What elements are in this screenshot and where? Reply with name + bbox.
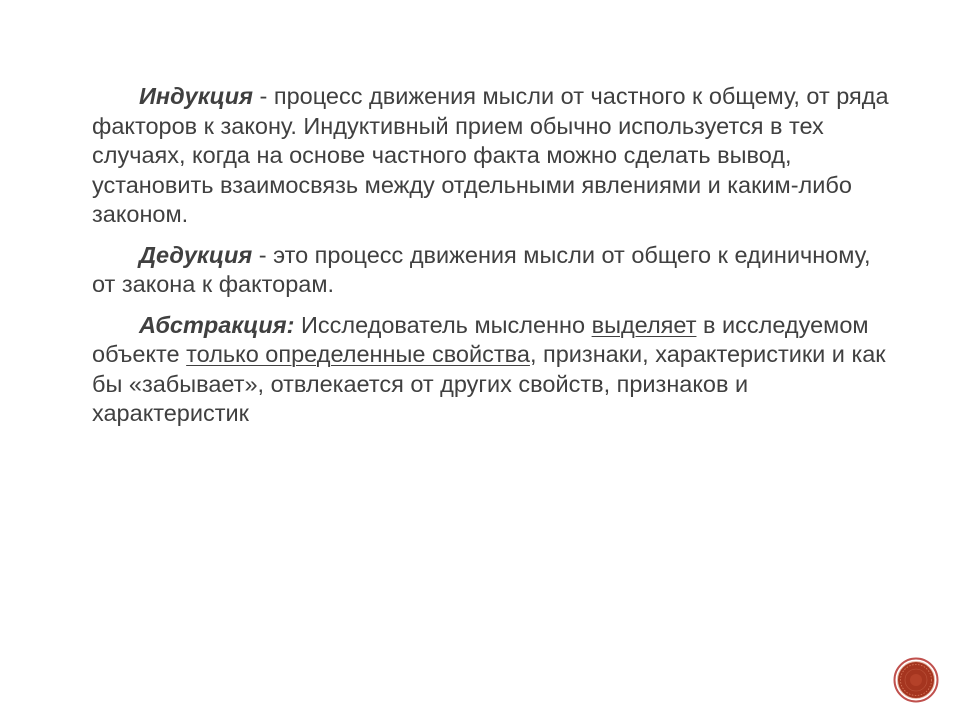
- definition-deduction: - это процесс движения мысли от общего к единичному, от закона к факторам.: [92, 241, 871, 297]
- term-induction: Индукция: [139, 83, 253, 109]
- underlined-selects: выделяет: [591, 311, 697, 338]
- paragraph-induction: [92, 82, 892, 230]
- paragraph-deduction: [92, 241, 892, 300]
- definition-abstraction-part-2: в исследуемом объекте: [92, 311, 869, 367]
- term-deduction: Дедукция: [139, 241, 253, 268]
- term-abstraction: Абстракция:: [139, 311, 295, 338]
- definition-induction: - процесс движения мысли от частного к общему, от ряда факторов к закону. Индуктивный прием обычно используется в тех случаях, когда на основе частного факта можно сделать вывод, установить взаимосвязь между отдельными явлениями и каким-либо законом.: [92, 83, 889, 227]
- definition-abstraction-part-1: Исследователь мысленно: [294, 311, 592, 338]
- ornate-circle-icon: [893, 657, 939, 703]
- paragraph-abstraction: [92, 311, 892, 429]
- slide-body: [92, 82, 892, 440]
- underlined-only-certain-properties: только определенные свойства: [186, 341, 530, 367]
- definition-abstraction-part-3: , признаки, характеристики и как бы «забывает», отвлекается от других свойств, признаков и характеристик: [92, 341, 886, 426]
